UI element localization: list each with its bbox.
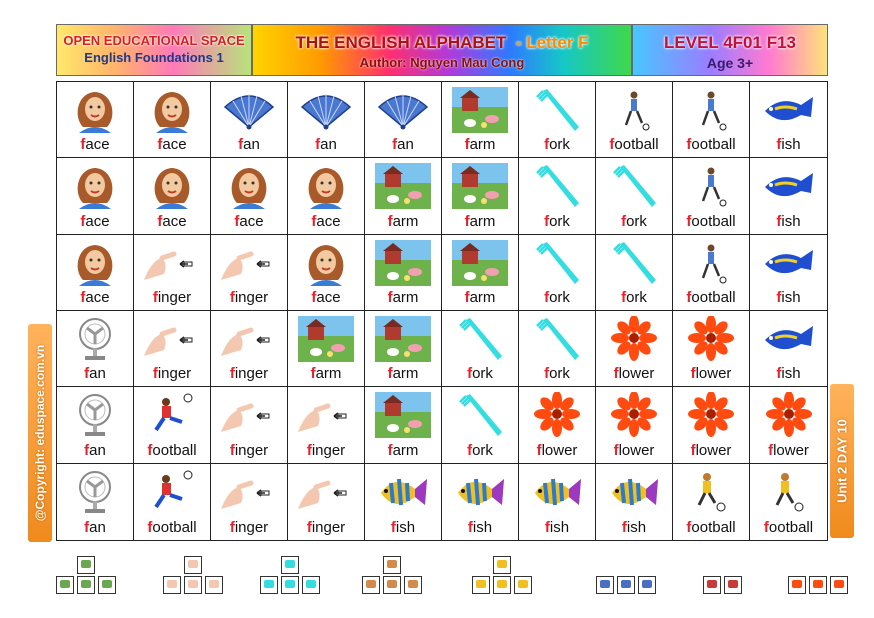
woman-face-icon — [144, 163, 200, 209]
football-kick-icon — [144, 469, 200, 515]
fork-icon — [529, 163, 585, 209]
football-player-icon — [683, 240, 739, 286]
flashcard-word: finger — [229, 519, 269, 536]
fish-icon — [761, 316, 817, 362]
flashcard-farm — [365, 311, 442, 387]
flashcard-fan — [288, 82, 365, 158]
finger-icon — [144, 240, 200, 286]
fish-icon — [761, 163, 817, 209]
flashcard-face — [211, 158, 288, 234]
flashcard-finger — [211, 311, 288, 387]
thumbnail-card — [281, 556, 299, 574]
electric-fan-icon — [67, 392, 123, 438]
flashcard-football — [673, 235, 750, 311]
farm-icon — [375, 240, 431, 286]
flashcard-fan — [57, 387, 134, 463]
thumbnail-card — [205, 576, 223, 594]
flower-icon — [761, 392, 817, 438]
flashcard-word: football — [686, 212, 736, 230]
flashcard-fish — [519, 464, 596, 540]
flashcard-word: football — [147, 441, 197, 459]
tropical-fish-icon — [529, 469, 585, 515]
flashcard-word: football — [686, 519, 736, 536]
flashcard-finger — [288, 387, 365, 463]
flashcard-flower — [596, 387, 673, 463]
thumbnail-card — [493, 576, 511, 594]
flashcard-face — [57, 235, 134, 311]
flashcard-fan — [57, 464, 134, 540]
finger-icon — [144, 316, 200, 362]
flashcard-word: fan — [84, 365, 106, 383]
finger-icon — [221, 392, 277, 438]
flashcard-farm — [288, 311, 365, 387]
thumbnail-card — [703, 576, 721, 594]
flashcard-farm — [442, 82, 519, 158]
thumbnail-card — [638, 576, 656, 594]
thumbnail-card — [302, 576, 320, 594]
thumbnail-card — [404, 576, 422, 594]
flashcard-word: face — [80, 289, 110, 306]
farm-icon — [452, 87, 508, 133]
thumbnail-card — [77, 576, 95, 594]
age-label: Age 3+ — [706, 55, 754, 71]
flashcard-word: fish — [390, 519, 416, 536]
flashcard-face — [57, 82, 134, 158]
flashcard-flower — [673, 387, 750, 463]
flashcard-word: football — [763, 519, 814, 536]
flashcard-finger — [211, 464, 288, 540]
flashcard-word: flower — [613, 441, 655, 459]
flashcard-word: farm — [387, 212, 419, 230]
woman-face-icon — [67, 240, 123, 286]
flashcard-word: fork — [467, 441, 493, 459]
hand-fan-icon — [375, 87, 431, 133]
flashcard-fork — [519, 311, 596, 387]
flashcard-football — [134, 387, 211, 463]
woman-face-icon — [144, 87, 200, 133]
flashcard-face — [134, 82, 211, 158]
fish-icon — [761, 240, 817, 286]
fork-icon — [452, 316, 508, 362]
letter-subtitle: - Letter F — [515, 33, 589, 52]
football-player-icon — [683, 163, 739, 209]
flower-icon — [529, 392, 585, 438]
flashcard-fork — [596, 235, 673, 311]
thumbnail-card — [184, 556, 202, 574]
flashcard-word: fan — [84, 519, 106, 536]
flashcard-word: finger — [306, 441, 346, 459]
copyright-text: @Copyright: eduspace.com.vn — [33, 344, 47, 522]
flashcard-word: face — [80, 212, 110, 230]
thumbnail-card — [596, 576, 614, 594]
woman-face-icon — [221, 163, 277, 209]
fish-icon — [761, 87, 817, 133]
finger-icon — [221, 240, 277, 286]
flashcard-word: football — [609, 136, 659, 154]
flashcard-fish — [442, 464, 519, 540]
flashcard-word: fish — [776, 365, 801, 383]
flashcard-face — [57, 158, 134, 234]
flashcard-word: finger — [152, 289, 192, 306]
finger-icon — [221, 469, 277, 515]
flashcard-flower — [750, 387, 827, 463]
thumbnail-card — [281, 576, 299, 594]
tropical-fish-icon — [452, 469, 508, 515]
thumbnail-card — [383, 576, 401, 594]
flashcard-word: fork — [544, 289, 570, 306]
flashcard-finger — [134, 235, 211, 311]
flashcard-fork — [442, 311, 519, 387]
thumbnail-card — [362, 576, 380, 594]
tropical-fish-icon — [375, 469, 431, 515]
flashcard-fork — [596, 158, 673, 234]
thumbnail-card — [830, 576, 848, 594]
flashcard-finger — [288, 464, 365, 540]
farm-icon — [452, 240, 508, 286]
flashcard-word: face — [157, 136, 187, 154]
football-girl-icon — [683, 469, 739, 515]
flashcard-word: fish — [776, 289, 801, 306]
thumbnail-card — [788, 576, 806, 594]
copyright-tab — [28, 324, 52, 542]
flashcard-fish — [750, 311, 827, 387]
flashcard-word: finger — [306, 519, 346, 536]
football-girl-icon — [761, 469, 817, 515]
header-course-box — [56, 24, 252, 76]
woman-face-icon — [67, 87, 123, 133]
flashcard-farm — [365, 235, 442, 311]
flashcard-word: finger — [152, 365, 192, 383]
flashcard-fan — [365, 82, 442, 158]
fork-icon — [529, 316, 585, 362]
thumbnail-card — [56, 576, 74, 594]
flashcard-face — [134, 158, 211, 234]
flashcard-word: farm — [387, 441, 419, 459]
flashcard-word: farm — [387, 365, 419, 383]
tropical-fish-icon — [606, 469, 662, 515]
woman-face-icon — [67, 163, 123, 209]
flashcard-fork — [519, 235, 596, 311]
electric-fan-icon — [67, 469, 123, 515]
flashcard-word: fan — [238, 136, 260, 154]
flashcard-fork — [519, 158, 596, 234]
football-player-icon — [606, 87, 662, 133]
flashcard-word: finger — [229, 441, 269, 459]
flashcard-football — [673, 82, 750, 158]
flashcard-football — [750, 464, 827, 540]
fork-icon — [529, 240, 585, 286]
thumbnail-card — [514, 576, 532, 594]
thumbnail-card — [617, 576, 635, 594]
flashcard-word: football — [147, 519, 197, 536]
fork-icon — [606, 240, 662, 286]
flashcard-word: fan — [392, 136, 414, 154]
flashcard-farm — [442, 235, 519, 311]
flashcard-word: farm — [464, 136, 496, 154]
flashcard-word: face — [311, 212, 341, 230]
flashcard-fork — [442, 387, 519, 463]
flashcard-word: fan — [315, 136, 337, 154]
thumbnail-card — [77, 556, 95, 574]
flashcard-word: football — [686, 136, 736, 154]
finger-icon — [298, 469, 354, 515]
thumbnail-card — [493, 556, 511, 574]
thumbnail-card — [260, 576, 278, 594]
flashcard-word: face — [157, 212, 187, 230]
flashcard-flower — [596, 311, 673, 387]
hand-fan-icon — [221, 87, 277, 133]
flashcard-word: flower — [690, 365, 732, 383]
flashcard-face — [288, 158, 365, 234]
thumbnail-card — [184, 576, 202, 594]
fork-icon — [452, 392, 508, 438]
flower-icon — [683, 392, 739, 438]
page-title: THE ENGLISH ALPHABET - Letter F — [295, 33, 589, 52]
fork-icon — [606, 163, 662, 209]
fork-icon — [529, 87, 585, 133]
woman-face-icon — [298, 163, 354, 209]
flashcard-finger — [134, 311, 211, 387]
flashcard-word: farm — [387, 289, 419, 306]
flashcard-word: flower — [536, 441, 578, 459]
flashcard-farm — [442, 158, 519, 234]
thumbnail-card — [472, 576, 490, 594]
flashcard-word: fork — [467, 365, 493, 383]
hand-fan-icon — [298, 87, 354, 133]
flashcard-word: face — [80, 136, 110, 154]
thumbnail-card — [383, 556, 401, 574]
flashcard-grid — [56, 81, 828, 541]
flashcard-football — [673, 158, 750, 234]
flashcard-football — [596, 82, 673, 158]
flashcard-fish — [596, 464, 673, 540]
flashcard-fan — [211, 82, 288, 158]
flashcard-word: fork — [544, 136, 570, 154]
flashcard-word: fan — [84, 441, 106, 459]
flower-icon — [606, 316, 662, 362]
flashcard-word: face — [311, 289, 341, 306]
woman-face-icon — [298, 240, 354, 286]
unit-day-tab — [830, 384, 854, 538]
electric-fan-icon — [67, 316, 123, 362]
flashcard-fish — [750, 158, 827, 234]
flashcard-farm — [365, 158, 442, 234]
flashcard-word: face — [234, 212, 264, 230]
farm-icon — [375, 316, 431, 362]
flashcard-word: fork — [621, 212, 647, 230]
flashcard-word: farm — [310, 365, 342, 383]
flower-icon — [683, 316, 739, 362]
flashcard-word: finger — [229, 365, 269, 383]
flashcard-word: flower — [690, 441, 732, 459]
flashcard-flower — [519, 387, 596, 463]
flashcard-farm — [365, 387, 442, 463]
finger-icon — [298, 392, 354, 438]
flashcard-fish — [750, 235, 827, 311]
flashcard-word: farm — [464, 212, 496, 230]
flashcard-football — [673, 464, 750, 540]
header-level-box — [632, 24, 828, 76]
flashcard-word: fish — [776, 136, 801, 154]
flashcard-football — [134, 464, 211, 540]
course-name: English Foundations 1 — [84, 50, 224, 65]
finger-icon — [221, 316, 277, 362]
flashcard-word: fish — [544, 519, 570, 536]
football-kick-icon — [144, 392, 200, 438]
unit-day-text: Unit 2 DAY 10 — [834, 419, 850, 503]
football-player-icon — [683, 87, 739, 133]
flashcard-word: fish — [467, 519, 493, 536]
farm-icon — [375, 392, 431, 438]
thumbnail-card — [163, 576, 181, 594]
flashcard-finger — [211, 235, 288, 311]
author-line: Author: Nguyen Mau Cong — [359, 55, 525, 70]
flashcard-fish — [365, 464, 442, 540]
thumbnail-card — [809, 576, 827, 594]
header-title-box — [252, 24, 632, 76]
flashcard-word: fork — [544, 212, 570, 230]
farm-icon — [375, 163, 431, 209]
flashcard-word: fish — [621, 519, 647, 536]
flashcard-word: farm — [464, 289, 496, 306]
farm-icon — [452, 163, 508, 209]
flashcard-face — [288, 235, 365, 311]
flashcard-finger — [211, 387, 288, 463]
flashcard-word: flower — [768, 441, 809, 459]
organization-name: OPEN EDUCATIONAL SPACE — [63, 33, 245, 48]
flashcard-word: flower — [613, 365, 655, 383]
flashcard-word: fork — [544, 365, 570, 383]
flashcard-flower — [673, 311, 750, 387]
flashcard-fork — [519, 82, 596, 158]
flower-icon — [606, 392, 662, 438]
flashcard-word: football — [686, 289, 736, 306]
flashcard-fish — [750, 82, 827, 158]
farm-icon — [298, 316, 354, 362]
level-code: LEVEL 4F01 F13 — [664, 33, 796, 52]
flashcard-word: fork — [621, 289, 647, 306]
thumbnail-card — [724, 576, 742, 594]
flashcard-fan — [57, 311, 134, 387]
flashcard-word: fish — [776, 212, 801, 230]
thumbnail-card — [98, 576, 116, 594]
flashcard-word: finger — [229, 289, 269, 306]
